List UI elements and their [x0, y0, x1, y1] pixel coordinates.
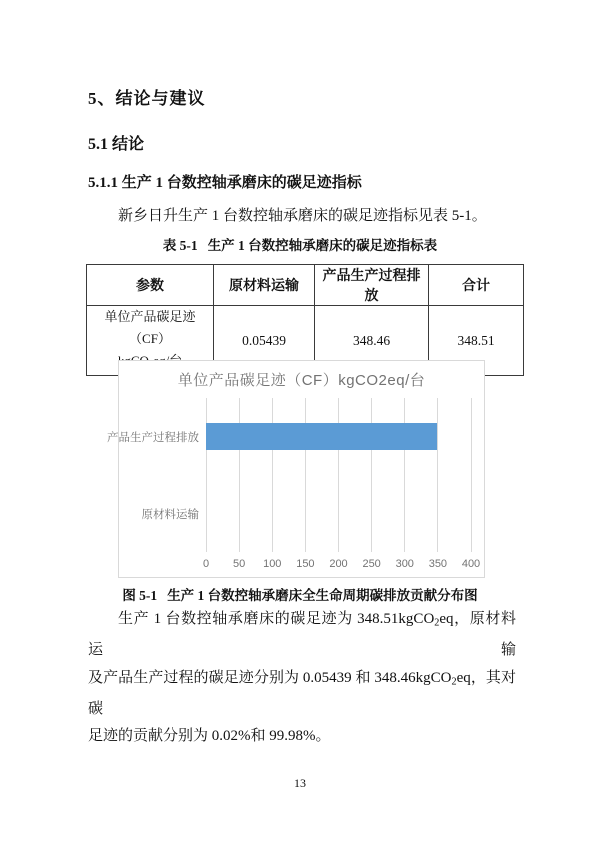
- gridline: [305, 398, 306, 552]
- category-label: 产品生产过程排放: [107, 431, 199, 444]
- cell-raw-material-transport: 0.05439: [214, 306, 315, 376]
- header-total: 合计: [429, 265, 524, 306]
- table-header-row: [87, 265, 524, 306]
- conclusion-paragraph: [88, 606, 516, 751]
- gridline: [239, 398, 240, 552]
- header-parameter: 参数: [87, 265, 214, 306]
- cell-total: 348.51: [429, 306, 524, 376]
- section-heading: 5、结论与建议: [88, 89, 206, 108]
- chart-title: 单位产品碳足迹（CF）kgCO2eq/台: [177, 372, 426, 389]
- x-tick-label: 400: [461, 558, 481, 570]
- subsection-heading: 5.1 结论: [88, 136, 145, 153]
- gridline: [206, 398, 207, 552]
- table-caption-label: 表 5-1: [162, 238, 198, 253]
- gridline: [437, 398, 438, 552]
- subsubsection-heading: 5.1.1 生产 1 台数控轴承磨床的碳足迹指标: [88, 175, 362, 191]
- x-tick-label: 300: [395, 558, 414, 570]
- plot-area: [107, 398, 481, 570]
- header-raw-material-transport: 原材料运输: [214, 265, 315, 306]
- page-number: 13: [294, 776, 306, 790]
- figure-caption-title: 生产 1 台数控轴承磨床全生命周期碳排放贡献分布图: [167, 588, 478, 603]
- table-caption-title: 生产 1 台数控轴承磨床的碳足迹指标表: [207, 238, 438, 253]
- bar-1: [206, 423, 437, 450]
- parameter-name: 单位产品碳足迹（CF）: [104, 309, 196, 346]
- x-tick-label: 0: [202, 558, 210, 570]
- gridline: [338, 398, 339, 552]
- intro-paragraph: 新乡日升生产 1 台数控轴承磨床的碳足迹指标见表 5-1。: [118, 208, 487, 224]
- figure-caption-label: 图 5-1: [122, 588, 158, 603]
- x-tick-label: 100: [263, 558, 282, 570]
- paragraph-line: 及产品生产过程的碳足迹分别为 0.05439 和 348.46kgCO$_2$eq，其对碳: [88, 669, 516, 717]
- table-caption: [0, 234, 600, 254]
- bar-chart: [107, 360, 485, 578]
- gridline: [404, 398, 405, 552]
- paragraph-line: 足迹的贡献分别为 0.02%和 99.98%。: [88, 728, 331, 745]
- x-tick-label: 150: [296, 558, 315, 570]
- paragraph-line: 生产 1 台数控轴承磨床的碳足迹为 348.51kgCO$_2$eq，原材料运输: [88, 611, 516, 659]
- x-tick-label: 200: [329, 558, 348, 570]
- gridline: [471, 398, 472, 552]
- cell-production-process: 348.46: [315, 306, 429, 376]
- category-label: 原材料运输: [141, 508, 199, 521]
- header-production-process: 产品生产过程排放: [315, 265, 429, 306]
- x-tick-label: 350: [428, 558, 448, 570]
- gridline: [371, 398, 372, 552]
- x-tick-label: 250: [362, 558, 381, 570]
- x-tick-label: 50: [233, 558, 246, 570]
- gridline: [272, 398, 273, 552]
- figure-caption: [0, 584, 600, 604]
